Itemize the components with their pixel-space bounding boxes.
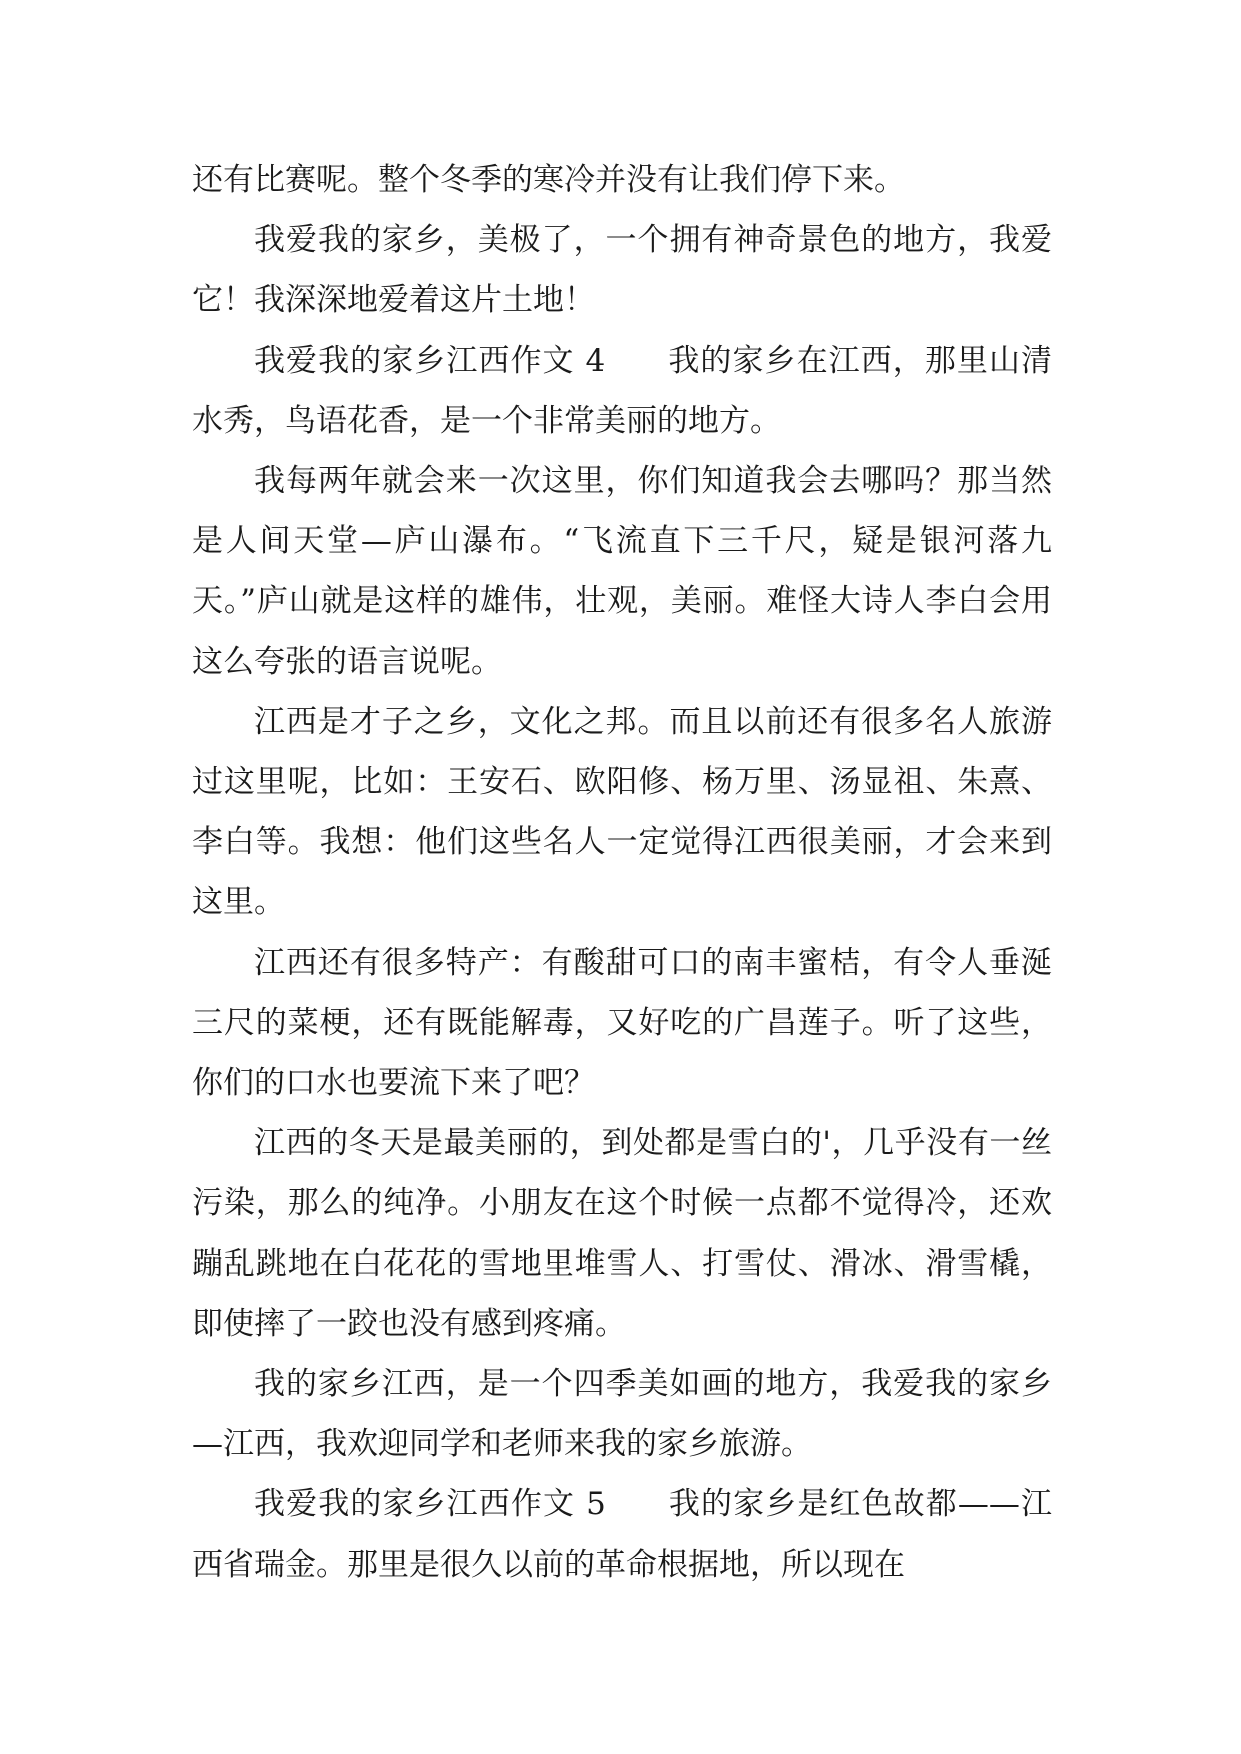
paragraph-3 bbox=[192, 331, 1052, 451]
paragraph-5: 江西是才子之乡，文化之邦。而且以前还有很多名人旅游过这里呢，比如：王安石、欧阳修、杨万里、汤显祖、朱熹、李白等。我想：他们这些名人一定觉得江西很美丽，才会来到这里。 bbox=[192, 703, 1052, 921]
paragraph-9-text: 我的家乡是红色故都——江西省瑞金。那里是很久以前的革命根据地，所以现在 bbox=[192, 1486, 1053, 1583]
paragraph-9 bbox=[192, 1474, 1052, 1594]
paragraph-8: 我的家乡江西，是一个四季美如画的地方，我爱我的家乡—江西，我欢迎同学和老师来我的家乡旅游。 bbox=[192, 1366, 1052, 1463]
paragraph-6: 江西还有很多特产：有酸甜可口的南丰蜜桔，有令人垂涎三尺的菜梗，还有既能解毒，又好吃的广昌莲子。听了这些，你们的口水也要流下来了吧？ bbox=[192, 944, 1052, 1102]
essay-heading-5: 我爱我的家乡江西作文 5 bbox=[254, 1486, 606, 1523]
paragraph-3-text: 我的家乡在江西，那里山清水秀，鸟语花香，是一个非常美丽的地方。 bbox=[192, 342, 1053, 439]
paragraph-7: 江西的冬天是最美丽的，到处都是雪白的'，几乎没有一丝污染，那么的纯净。小朋友在这个时候一点都不觉得冷，还欢蹦乱跳地在白花花的雪地里堆雪人、打雪仗、滑冰、滑雪橇，即使摔了一跤也没有感到疼痛。 bbox=[192, 1125, 1052, 1342]
paragraph-4: 我每两年就会来一次这里，你们知道我会去哪吗？那当然是人间天堂—庐山瀑布。“飞流直下三千尺，疑是银河落九天。”庐山就是这样的雄伟，壮观，美丽。难怪大诗人李白会用这么夸张的语言说呢。 bbox=[192, 463, 1052, 680]
paragraph-2: 我爱我的家乡，美极了，一个拥有神奇景色的地方，我爱它！我深深地爱着这片土地！ bbox=[192, 222, 1052, 319]
paragraph-1: 还有比赛呢。整个冬季的寒冷并没有让我们停下来。 bbox=[192, 162, 905, 198]
essay-heading-4: 我爱我的家乡江西作文 4 bbox=[254, 342, 606, 379]
document-body bbox=[192, 150, 1052, 1595]
